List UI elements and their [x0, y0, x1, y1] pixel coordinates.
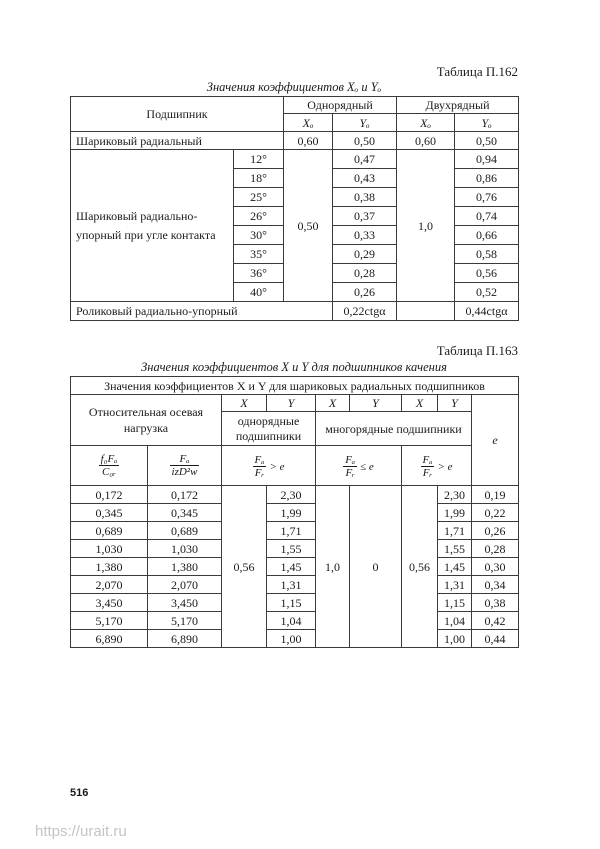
cell: 0,345	[71, 504, 148, 522]
caption-text: Значения коэффициентов X и Y для шариковых радиальных подшипников	[104, 378, 485, 393]
cell: 0,47	[333, 150, 397, 169]
cell: 6,890	[71, 630, 148, 648]
cell: 1,380	[148, 558, 222, 576]
relation: > e	[437, 460, 453, 473]
table-row	[71, 522, 519, 540]
cell: 0,345	[148, 504, 222, 522]
numerator: Fₐ	[345, 454, 356, 466]
cell: 1,55	[438, 540, 472, 558]
table-163-title: Значения коэффициентов X и Y для подшипников качения	[141, 360, 447, 374]
cell: 0,52	[455, 283, 519, 302]
table-row	[71, 504, 519, 522]
cell: 1,31	[438, 576, 472, 594]
cell: 1,45	[267, 558, 316, 576]
cell: 0,50	[333, 132, 397, 150]
cell: 1,0	[397, 150, 455, 302]
table-caption	[71, 377, 519, 395]
table-162-label: Таблица П.162	[436, 64, 518, 79]
angle-cell: 35°	[234, 245, 284, 264]
cell: 0,60	[284, 132, 333, 150]
table-162-title: Значения коэффициентов Xₒ и Yₒ	[206, 80, 382, 94]
table-row	[71, 486, 519, 504]
cell: 0,50	[455, 132, 519, 150]
cell: 0,37	[333, 207, 397, 226]
table-162	[70, 96, 519, 321]
cell: 1,45	[438, 558, 472, 576]
table-row	[71, 594, 519, 612]
denominator: C₀ᵣ	[102, 466, 116, 478]
header-y: Y	[350, 395, 402, 412]
header-e: e	[472, 395, 519, 486]
cell: 1,71	[267, 522, 316, 540]
cell: 6,890	[148, 630, 222, 648]
table-row	[71, 630, 519, 648]
cell-y-multi: 0	[350, 486, 402, 648]
header-formula-fa-fr-le-e	[316, 446, 402, 486]
cell: 0,44ctgα	[455, 302, 519, 321]
header-x: X	[402, 395, 438, 412]
cell: 0,28	[333, 264, 397, 283]
table-row	[71, 132, 519, 150]
header-single-row: Однорядный	[284, 97, 397, 114]
cell: 5,170	[71, 612, 148, 630]
angle-cell: 40°	[234, 283, 284, 302]
table-163-label: Таблица П.163	[436, 343, 518, 358]
header-x: X	[316, 395, 350, 412]
cell: 0,28	[472, 540, 519, 558]
cell: 5,170	[148, 612, 222, 630]
cell-x-multi: 0,56	[402, 486, 438, 648]
table-row	[71, 576, 519, 594]
cell: 0,94	[455, 150, 519, 169]
table-163	[70, 376, 519, 648]
cell: 0,86	[455, 169, 519, 188]
cell: 0,29	[333, 245, 397, 264]
numerator: Fₐ	[254, 454, 265, 466]
header-single-row-bearings: однорядные подшипники	[222, 412, 316, 446]
cell: 0,38	[472, 594, 519, 612]
cell: 0,74	[455, 207, 519, 226]
cell: 0,50	[284, 150, 333, 302]
cell: 1,99	[438, 504, 472, 522]
fraction	[99, 453, 120, 478]
header-x0: Xₒ	[284, 114, 333, 132]
cell: 2,30	[267, 486, 316, 504]
numerator: f₀Fₐ	[100, 453, 118, 465]
cell: 0,66	[455, 226, 519, 245]
fraction	[253, 454, 267, 479]
denominator: izD²w	[171, 466, 198, 478]
angle-cell: 12°	[234, 150, 284, 169]
cell: 1,99	[267, 504, 316, 522]
cell-x-single: 0,56	[222, 486, 267, 648]
header-y: Y	[267, 395, 316, 412]
cell: 0,60	[397, 132, 455, 150]
header-relative-load: Относительная осевая нагрузка	[71, 395, 222, 446]
cell: 1,030	[148, 540, 222, 558]
page-number: 516	[70, 787, 89, 799]
cell: 1,71	[438, 522, 472, 540]
angle-cell: 26°	[234, 207, 284, 226]
numerator: Fₐ	[170, 453, 200, 466]
cell: 0,58	[455, 245, 519, 264]
cell: 1,030	[71, 540, 148, 558]
numerator: Fₐ	[422, 454, 433, 466]
angle-cell: 30°	[234, 226, 284, 245]
relation: > e	[269, 460, 285, 473]
cell: 1,04	[438, 612, 472, 630]
cell: 2,070	[148, 576, 222, 594]
cell: 2,30	[438, 486, 472, 504]
table-row	[71, 612, 519, 630]
header-multi-row-bearings: многорядные подшипники	[316, 412, 472, 446]
table-row	[71, 558, 519, 576]
header-formula-fa-fr-gt-e	[402, 446, 472, 486]
cell: 1,04	[267, 612, 316, 630]
table-row	[71, 150, 519, 169]
row-name: Роликовый радиально-упорный	[71, 302, 333, 321]
cell: 1,00	[267, 630, 316, 648]
header-formula-fa-fr-gt-e	[222, 446, 316, 486]
angle-cell: 18°	[234, 169, 284, 188]
header-y0: Yₒ	[455, 114, 519, 132]
relation: ≤ e	[360, 460, 374, 473]
angle-cell: 36°	[234, 264, 284, 283]
cell: 2,070	[71, 576, 148, 594]
cell: 1,15	[267, 594, 316, 612]
header-double-row: Двухрядный	[397, 97, 519, 114]
cell: 1,15	[438, 594, 472, 612]
header-formula-f0fa-c0r	[71, 446, 148, 486]
cell: 0,33	[333, 226, 397, 245]
header-y: Y	[438, 395, 472, 412]
cell: 0,172	[148, 486, 222, 504]
cell: 1,380	[71, 558, 148, 576]
cell: 0,19	[472, 486, 519, 504]
table-row	[71, 302, 519, 321]
cell: 3,450	[71, 594, 148, 612]
row-name-angular: Шариковый радиально-упорный при угле контакта	[71, 150, 234, 302]
cell: 0,26	[333, 283, 397, 302]
denominator: Fᵣ	[345, 467, 355, 479]
table-row	[71, 540, 519, 558]
cell-empty	[397, 302, 455, 321]
cell: 1,55	[267, 540, 316, 558]
header-y0: Yₒ	[333, 114, 397, 132]
cell: 3,450	[148, 594, 222, 612]
header-formula-fa-izdw2	[148, 446, 222, 486]
cell: 0,689	[148, 522, 222, 540]
angle-cell: 25°	[234, 188, 284, 207]
cell: 0,43	[333, 169, 397, 188]
denominator: Fᵣ	[254, 467, 265, 479]
cell: 0,56	[455, 264, 519, 283]
cell-x-multi: 1,0	[316, 486, 350, 648]
fraction	[421, 454, 435, 479]
cell: 0,22ctgα	[333, 302, 397, 321]
row-name: Шариковый радиальный	[71, 132, 284, 150]
header-bearing: Подшипник	[71, 97, 284, 132]
fraction	[170, 453, 200, 478]
cell: 0,76	[455, 188, 519, 207]
cell: 0,34	[472, 576, 519, 594]
cell: 1,31	[267, 576, 316, 594]
denominator: Fᵣ	[422, 467, 433, 479]
cell: 0,172	[71, 486, 148, 504]
cell: 0,26	[472, 522, 519, 540]
cell: 0,42	[472, 612, 519, 630]
header-x0: Xₒ	[397, 114, 455, 132]
cell: 0,22	[472, 504, 519, 522]
cell: 0,689	[71, 522, 148, 540]
watermark-url: https://urait.ru	[35, 823, 127, 840]
cell: 0,30	[472, 558, 519, 576]
cell: 0,38	[333, 188, 397, 207]
cell: 1,00	[438, 630, 472, 648]
header-x: X	[222, 395, 267, 412]
fraction	[343, 454, 357, 479]
cell: 0,44	[472, 630, 519, 648]
